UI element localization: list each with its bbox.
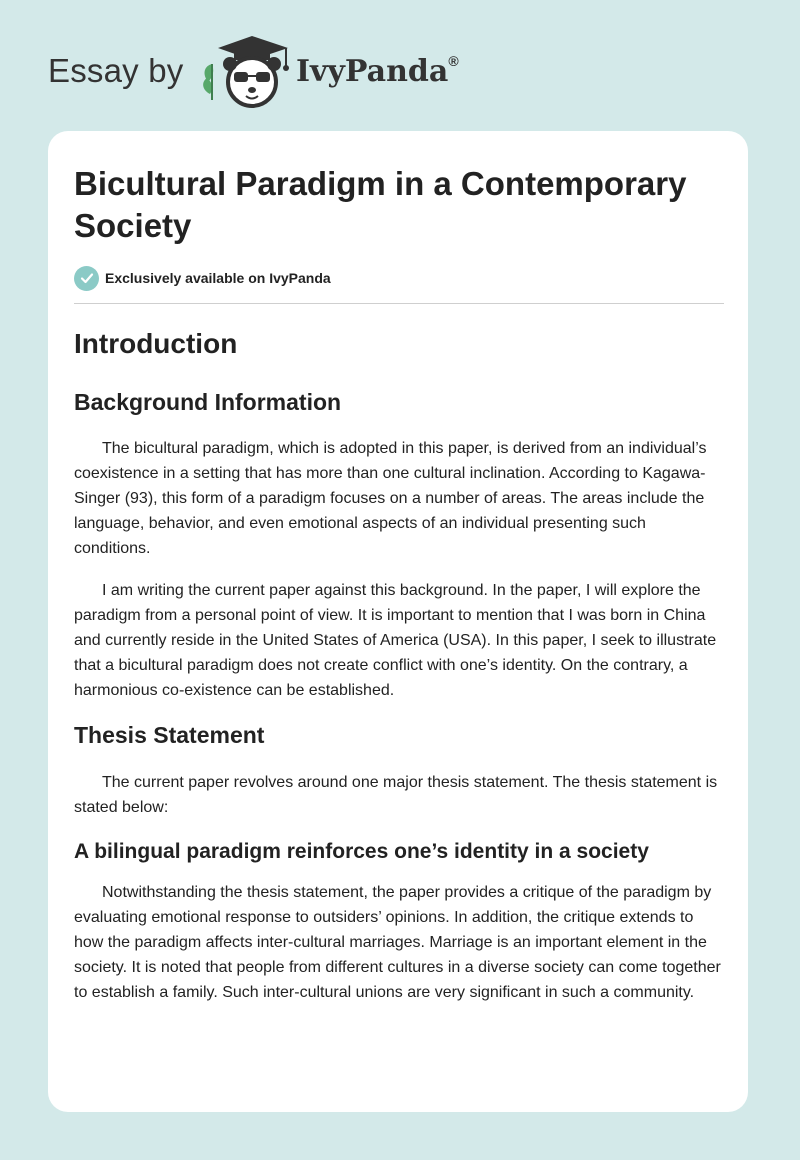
introduction-heading: Introduction bbox=[74, 328, 238, 359]
brand-prefix: Essay by bbox=[48, 52, 184, 89]
background-paragraph-1: The bicultural paradigm, which is adopted in this paper, is derived from an individual’s coexistence in a setting that has more than one cultural inclination. According to Kagawa-Singer (93), this form of a paradigm focuses on a number of areas. The areas include the language, behavior, and even emotional aspects of an individual presenting such conditions. bbox=[74, 440, 707, 557]
essay-card bbox=[48, 131, 748, 1112]
brand-header bbox=[48, 34, 508, 114]
exclusive-badge bbox=[74, 264, 331, 292]
background-heading: Background Information bbox=[74, 389, 342, 415]
panda-graduate-icon bbox=[198, 34, 298, 110]
thesis-subheading: A bilingual paradigm reinforces one’s identity in a society bbox=[74, 840, 649, 863]
thesis-paragraph-2: Notwithstanding the thesis statement, the paper provides a critique of the paradigm by evaluating emotional response to outsiders’ opinions. In addition, the critique extends to how the paradigm affects inter-cultural marriages. Marriage is an important element in the society. It is noted that people from different cultures in a diverse society can come together to establish a family. Such inter-cultural unions are very significant in such a community. bbox=[74, 884, 721, 1001]
brand-name: IvyPanda® bbox=[296, 53, 459, 89]
exclusive-label: Exclusively available on IvyPanda bbox=[105, 270, 331, 286]
check-icon bbox=[74, 266, 99, 291]
essay-title: Bicultural Paradigm in a Contemporary Society bbox=[74, 165, 687, 244]
thesis-heading: Thesis Statement bbox=[74, 722, 265, 748]
title-divider bbox=[74, 303, 724, 304]
thesis-paragraph-1: The current paper revolves around one major thesis statement. The thesis statement is stated below: bbox=[74, 774, 718, 816]
background-paragraph-2: I am writing the current paper against this background. In the paper, I will explore the paradigm from a personal point of view. It is important to mention that I was born in China and currently reside in the United States of America (USA). In this paper, I seek to illustrate that a bicultural paradigm does not create conflict with one’s identity. On the contrary, a harmonious co-existence can be established. bbox=[74, 582, 717, 699]
